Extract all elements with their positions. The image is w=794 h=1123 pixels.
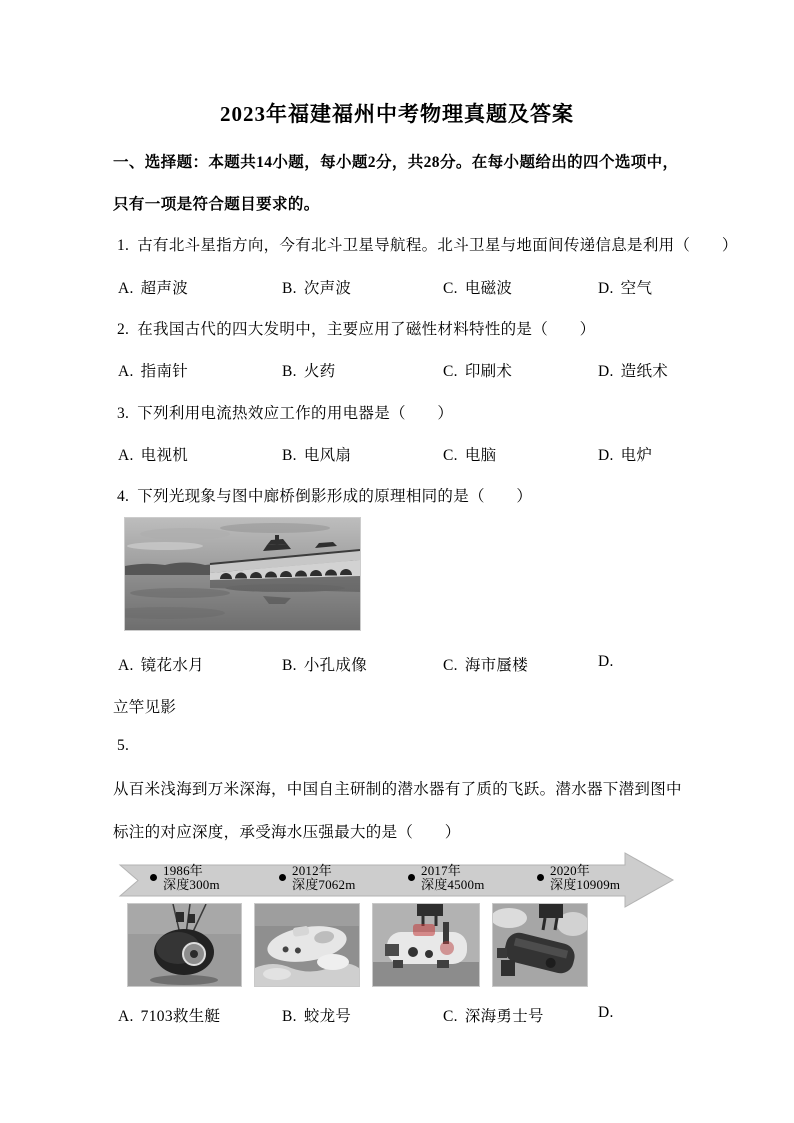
option-2-a: A. 指南针 bbox=[118, 363, 189, 380]
submersible-photo-2 bbox=[254, 903, 360, 987]
question-3 bbox=[117, 401, 453, 423]
option-4-a: A. 镜花水月 bbox=[118, 657, 204, 674]
question-3-number: 3. bbox=[117, 405, 130, 422]
submersible-timeline-figure bbox=[0, 850, 794, 995]
option-2-b: B. 火药 bbox=[282, 363, 336, 380]
option-1-c: C. 电磁波 bbox=[443, 280, 513, 297]
timeline-bullet-icon bbox=[150, 874, 157, 881]
section-header: 一、选择题：本题共14小题，每小题2分，共28分。在每小题给出的四个选项中，只有一项是符合题目要求的。 bbox=[113, 154, 679, 213]
option-4-d: D. bbox=[598, 653, 614, 670]
submersible-photo-3 bbox=[372, 903, 480, 987]
submersible-photo-4 bbox=[492, 903, 588, 987]
question-4-options bbox=[0, 653, 794, 675]
milestone-2017-depth: 深度4500m bbox=[421, 876, 485, 892]
option-1-d: D. 空气 bbox=[598, 280, 653, 297]
submersible-photo-1 bbox=[127, 903, 242, 987]
option-5-a: A. 7103救生艇 bbox=[118, 1008, 221, 1025]
question-4-text: 下列光现象与图中廊桥倒影形成的原理相同的是（ ） bbox=[137, 488, 533, 505]
option-2-d: D. 造纸术 bbox=[598, 363, 669, 380]
question-1 bbox=[117, 233, 738, 255]
option-3-c: C. 电脑 bbox=[443, 447, 497, 464]
milestone-2012-year: 2012年 bbox=[292, 863, 332, 878]
timeline-bullet-icon bbox=[537, 874, 544, 881]
page-title: 2023年福建福州中考物理真题及答案 bbox=[220, 102, 574, 126]
option-5-c: C. 深海勇士号 bbox=[443, 1008, 544, 1025]
submersible-photos-row bbox=[127, 903, 588, 987]
milestone-2020-depth: 深度10909m bbox=[550, 876, 621, 892]
timeline-bullet-icon bbox=[408, 874, 415, 881]
option-3-b: B. 电风扇 bbox=[282, 447, 352, 464]
timeline-bullet-icon bbox=[279, 874, 286, 881]
bridge-reflection-photo bbox=[124, 517, 361, 631]
option-3-a: A. 电视机 bbox=[118, 447, 189, 464]
milestone-1986-year: 1986年 bbox=[163, 863, 203, 878]
option-4-d-wrapped-text: 立竿见影 bbox=[113, 699, 177, 716]
option-4-b: B. 小孔成像 bbox=[282, 657, 368, 674]
question-2-options bbox=[0, 359, 794, 381]
milestone-1986 bbox=[150, 864, 220, 891]
option-1-b: B. 次声波 bbox=[282, 280, 352, 297]
option-2-c: C. 印刷术 bbox=[443, 363, 513, 380]
milestone-2020-year: 2020年 bbox=[550, 863, 590, 878]
question-5-text: 从百米浅海到万米深海，中国自主研制的潜水器有了质的飞跃。潜水器下潜到图中标注的对应深度，承受海水压强最大的是（ ） bbox=[113, 781, 682, 841]
option-1-a: A. 超声波 bbox=[118, 280, 189, 297]
question-4 bbox=[117, 484, 532, 506]
option-3-d: D. 电炉 bbox=[598, 447, 653, 464]
milestone-2012 bbox=[279, 864, 356, 891]
question-5-options bbox=[0, 1004, 794, 1026]
question-3-options bbox=[0, 443, 794, 465]
question-1-text: 古有北斗星指方向，今有北斗卫星导航程。北斗卫星与地面间传递信息是利用（ ） bbox=[137, 237, 738, 254]
option-4-c: C. 海市蜃楼 bbox=[443, 657, 529, 674]
option-5-b: B. 蛟龙号 bbox=[282, 1008, 352, 1025]
milestone-2012-depth: 深度7062m bbox=[292, 876, 356, 892]
question-1-options bbox=[0, 276, 794, 298]
option-5-d: D. bbox=[598, 1004, 614, 1021]
question-5-number: 5. bbox=[117, 737, 130, 754]
milestone-2017 bbox=[408, 864, 485, 891]
question-4-number: 4. bbox=[117, 488, 130, 505]
question-2 bbox=[117, 317, 595, 339]
milestone-1986-depth: 深度300m bbox=[163, 876, 220, 892]
question-2-text: 在我国古代的四大发明中，主要应用了磁性材料特性的是（ ） bbox=[137, 321, 596, 338]
question-1-number: 1. bbox=[117, 237, 130, 254]
bridge-photo-illustration bbox=[125, 518, 360, 630]
milestone-2017-year: 2017年 bbox=[421, 863, 461, 878]
question-2-number: 2. bbox=[117, 321, 130, 338]
question-3-text: 下列利用电流热效应工作的用电器是（ ） bbox=[137, 405, 454, 422]
milestone-2020 bbox=[537, 864, 620, 891]
